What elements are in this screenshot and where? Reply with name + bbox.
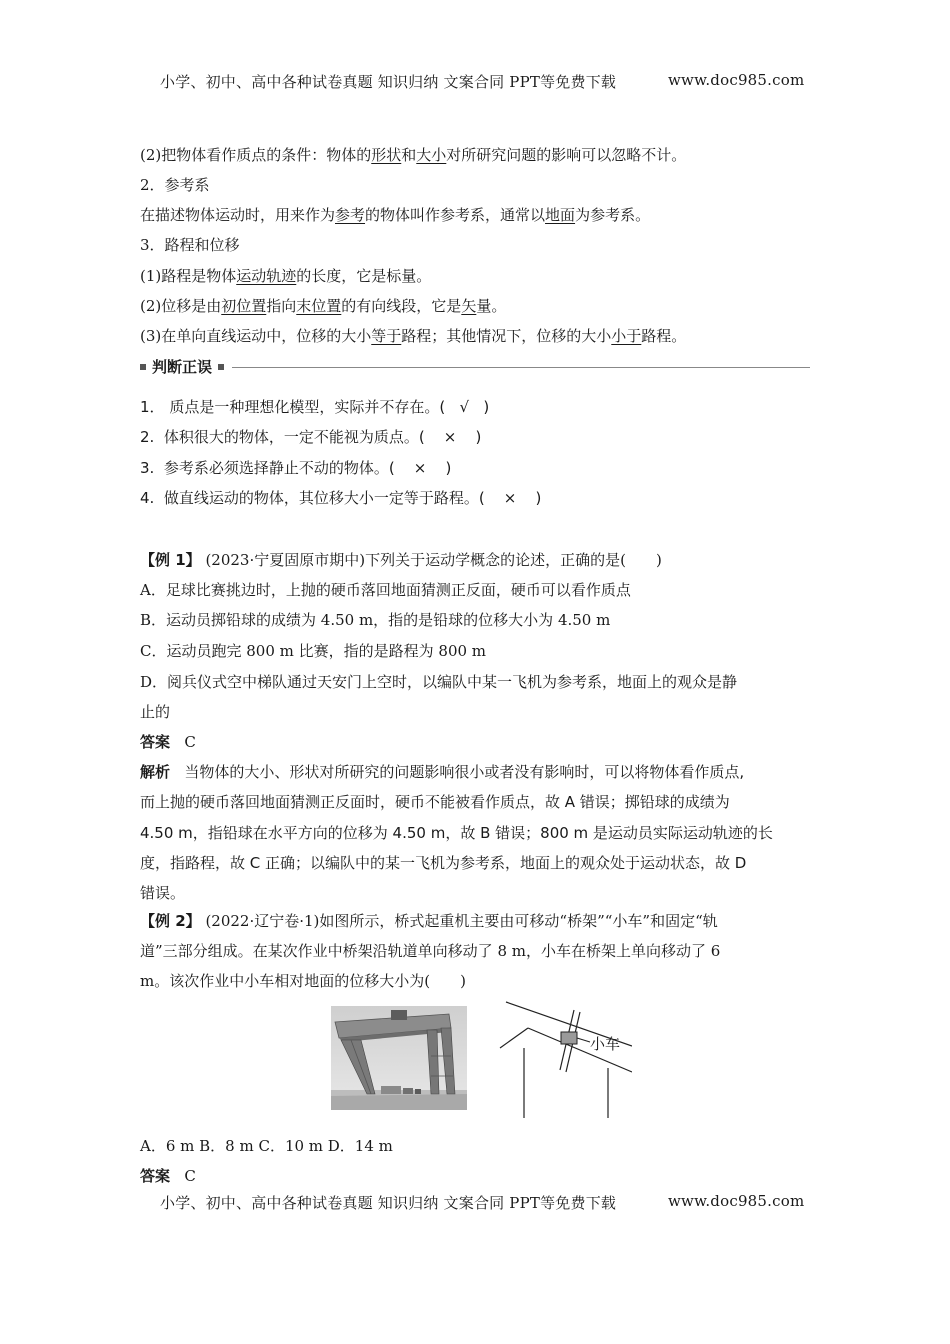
example-1-analysis-line: 而上抛的硬币落回地面猜测正反面时，硬币不能被看作质点，故 A 错误；掷铅球的成绩为 (140, 793, 730, 811)
section-title: 判断正误 (140, 357, 230, 377)
example-2-stem-line: m。该次作业中小车相对地面的位移大小为( ) (140, 972, 466, 990)
judge-item: 2. 体积很大的物体，一定不能视为质点。( × ) (140, 428, 482, 446)
heading-reference-frame: 2．参考系 (140, 176, 210, 194)
crane-schematic-diagram (498, 996, 632, 1124)
example-1-option-c: C．运动员跑完 800 m 比赛，指的是路程为 800 m (140, 642, 487, 660)
example-1-stem: 【例 1】 (2023·宁夏固原市期中)下列关于运动学概念的论述，正确的是( ) (140, 551, 662, 569)
crane-photo (331, 1006, 467, 1110)
heading-path-displacement: 3．路程和位移 (140, 236, 240, 254)
line-path: (1)路程是物体运动轨迹的长度，它是标量。 (140, 267, 432, 285)
example-1-analysis: 解析 当物体的大小、形状对所研究的问题影响很小或者没有影响时，可以将物体看作质点, (140, 763, 745, 781)
bullet-square-icon (140, 364, 146, 370)
example-2-stem: 【例 2】 (2022·辽宁卷·1)如图所示，桥式起重机主要由可移动“桥架”“小车”和固定“轨 (140, 912, 718, 930)
example-1-answer: 答案 C (140, 733, 196, 751)
example-2-options: A．6 m B．8 m C．10 m D．14 m (140, 1137, 393, 1155)
example-2-stem-line: 道”三部分组成。在某次作业中桥架沿轨道单向移动了 8 m，小车在桥架上单向移动了 6 (140, 942, 721, 960)
line-straight-motion: (3)在单向直线运动中，位移的大小等于路程；其他情况下，位移的大小小于路程。 (140, 327, 687, 345)
section-divider (232, 367, 810, 368)
judge-item: 3. 参考系必须选择静止不动的物体。( × ) (140, 459, 452, 477)
header-left: 小学、初中、高中各种试卷真题 知识归纳 文案合同 PPT等免费下载 (160, 73, 617, 91)
example-1-option-d: D．阅兵仪式空中梯队通过天安门上空时，以编队中某一飞机为参考系，地面上的观众是静 (140, 673, 738, 691)
example-1-analysis-line: 度，指路程，故 C 正确；以编队中的某一飞机为参考系，地面上的观众处于运动状态，故 D (140, 854, 747, 872)
footer-right: www.doc985.com (668, 1192, 805, 1210)
footer-left: 小学、初中、高中各种试卷真题 知识归纳 文案合同 PPT等免费下载 (160, 1194, 617, 1212)
example-1-option-a: A．足球比赛挑边时，上抛的硬币落回地面猜测正反面，硬币可以看作质点 (140, 581, 631, 599)
bullet-square-icon (218, 364, 224, 370)
judge-item: 1． 质点是一种理想化模型，实际并不存在。( √ ) (140, 398, 490, 416)
header-right: www.doc985.com (668, 71, 805, 89)
example-1-option-b: B．运动员掷铅球的成绩为 4.50 m，指的是铅球的位移大小为 4.50 m (140, 611, 611, 629)
example-1-option-d-cont: 止的 (140, 703, 171, 721)
line-quality-point-condition: (2)把物体看作质点的条件：物体的形状和大小对所研究问题的影响可以忽略不计。 (140, 146, 687, 164)
line-displacement: (2)位移是由初位置指向末位置的有向线段，它是矢量。 (140, 297, 507, 315)
line-reference-frame: 在描述物体运动时，用来作为参考的物体叫作参考系，通常以地面为参考系。 (140, 206, 651, 224)
example-1-analysis-line: 4.50 m，指铅球在水平方向的位移为 4.50 m，故 B 错误；800 m 是运动员实际运动轨迹的长 (140, 824, 773, 842)
figure-label-trolley: 小车 (590, 1035, 621, 1053)
example-2-answer: 答案 C (140, 1167, 196, 1185)
judge-item: 4. 做直线运动的物体，其位移大小一定等于路程。( × ) (140, 489, 542, 507)
example-1-analysis-line: 错误。 (140, 884, 186, 902)
